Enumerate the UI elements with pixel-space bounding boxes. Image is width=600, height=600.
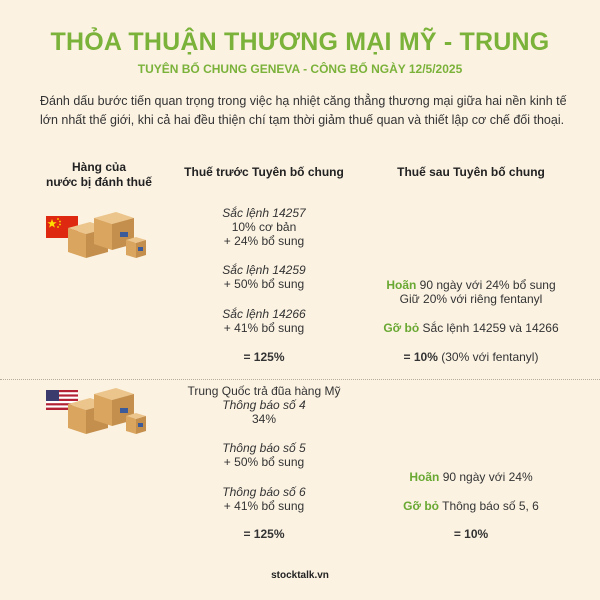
usa-before-notice2 <box>178 441 350 469</box>
footer-source[interactable]: stocktalk.vn <box>271 570 329 581</box>
cardboard-boxes-icon <box>64 386 150 438</box>
china-after-remove <box>376 321 566 335</box>
china-before-order1-line1: 10% cơ bản <box>231 220 297 234</box>
page-title: THỎA THUẬN THƯƠNG MẠI MỸ - TRUNG <box>50 28 550 56</box>
usa-after-total: = 10% <box>453 527 489 541</box>
cardboard-boxes-icon <box>64 210 150 262</box>
header-goods-line1: Hàng của <box>71 160 126 174</box>
china-before-order1-line2: + 24% bổ sung <box>223 234 305 248</box>
usa-after-line2-rest: Thông báo số 5, 6 <box>439 499 539 513</box>
usa-before-notice3-line1: + 41% bổ sung <box>223 499 305 513</box>
usa-before-total: = 125% <box>243 527 285 541</box>
china-before-order2-line1: + 50% bổ sung <box>223 277 305 291</box>
section-divider <box>0 379 600 380</box>
china-after-total-rest: (30% với fentanyl) <box>437 350 539 364</box>
china-after-total-bold: = 10% <box>403 350 438 364</box>
header-goods <box>40 160 158 190</box>
china-after-postpone <box>376 278 566 306</box>
china-before-order3-name: Sắc lệnh 14266 <box>222 307 306 321</box>
usa-before-notice3-name: Thông báo số 6 <box>222 485 306 499</box>
intro-paragraph: Đánh dấu bước tiến quan trọng trong việc hạ nhiệt căng thẳng thương mại giữa hai nền kinh tế lớn nhất thế giới, khi cả hai đều thiện chí tạm thời giảm thuế quan và thiết lập cơ chế đối thoại. <box>40 94 567 127</box>
china-after-line1-rest: 90 ngày với 24% bổ sung <box>416 278 556 292</box>
china-before-order2 <box>178 263 350 291</box>
china-before-order3-line1: + 41% bổ sung <box>223 321 305 335</box>
china-after-total <box>376 350 566 364</box>
china-after-line1-key: Hoãn <box>386 278 417 292</box>
usa-before-notice3 <box>178 485 350 513</box>
usa-before-notice2-name: Thông báo số 5 <box>222 441 306 455</box>
header-after: Thuế sau Tuyên bố chung <box>397 165 545 179</box>
usa-before-notice2-line1: + 50% bổ sung <box>223 455 305 469</box>
china-before-order1-name: Sắc lệnh 14257 <box>222 206 306 220</box>
header-before: Thuế trước Tuyên bố chung <box>184 165 344 179</box>
china-after-line1 <box>376 278 566 292</box>
header-goods-line2: nước bị đánh thuế <box>46 175 152 189</box>
usa-after-remove <box>376 499 566 513</box>
usa-after-line2-key: Gỡ bỏ <box>403 499 439 513</box>
china-after-line2: Giữ 20% với riêng fentanyl <box>399 292 543 306</box>
usa-before-notice1-line1: 34% <box>251 412 277 426</box>
china-before-order1 <box>178 206 350 248</box>
china-before-order3 <box>178 307 350 335</box>
usa-after-line1-rest: 90 ngày với 24% <box>439 470 533 484</box>
china-after-line3-rest: Sắc lệnh 14259 và 14266 <box>419 321 559 335</box>
usa-before-notice1-name: Thông báo số 4 <box>222 398 306 412</box>
usa-before-intro: Trung Quốc trả đũa hàng Mỹ <box>187 384 341 398</box>
usa-after-postpone <box>376 470 566 484</box>
china-before-total: = 125% <box>243 350 285 364</box>
page-subtitle: TUYÊN BỐ CHUNG GENEVA - CÔNG BỐ NGÀY 12/5/2025 <box>137 62 463 76</box>
usa-before-notice1 <box>170 384 358 426</box>
usa-after-line1-key: Hoãn <box>409 470 440 484</box>
china-before-order2-name: Sắc lệnh 14259 <box>222 263 306 277</box>
china-after-line3-key: Gỡ bỏ <box>383 321 420 335</box>
